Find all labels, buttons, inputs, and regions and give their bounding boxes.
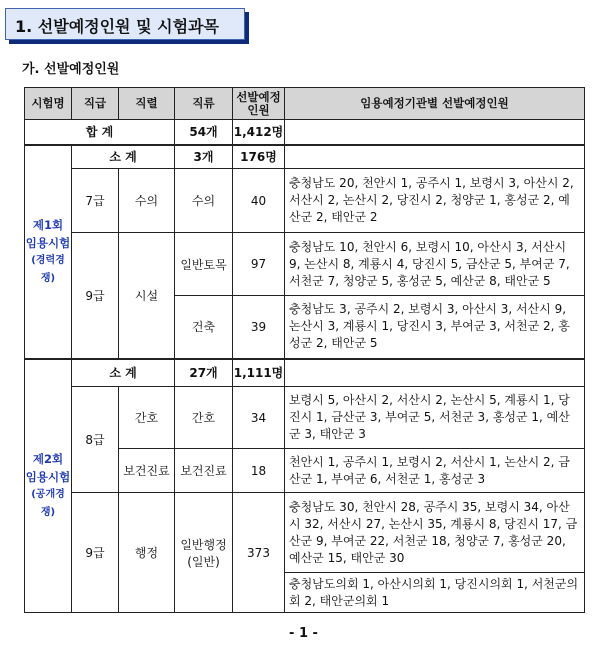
subsection-title: 가. 선발예정인원 xyxy=(22,62,120,77)
header-class: 직류 xyxy=(175,88,233,120)
exam2-subtotal-count: 1,111명 xyxy=(233,359,285,387)
table-row xyxy=(25,493,585,573)
orgs-cell: 충청남도 20, 천안시 1, 공주시 1, 보령시 3, 아산시 2, 서산시 2, 논산시 2, 당진시 2, 청양군 1, 홍성군 2, 예산군 2, 태안군 2 xyxy=(285,169,585,233)
series-cell: 간호 xyxy=(119,387,175,449)
series-cell: 보건진료 xyxy=(119,449,175,493)
grade-cell: 9급 xyxy=(72,493,119,613)
exam1-subtotal-label: 소 계 xyxy=(72,145,175,169)
orgs-cell: 충청남도 3, 공주시 2, 보령시 3, 아산시 3, 서산시 9, 논산시 3, 계룡시 1, 당진시 3, 부여군 3, 서천군 2, 홍성군 2, 태안군 5 xyxy=(285,296,585,359)
orgs-council-cell: 충청남도의회 1, 아산시의회 1, 당진시의회 1, 서천군의회 2, 태안군의회 1 xyxy=(285,573,585,613)
total-row xyxy=(25,120,585,145)
count-cell: 97 xyxy=(233,233,285,296)
series-cell: 시설 xyxy=(119,233,175,359)
exam2-subtotal-classes: 27개 xyxy=(175,359,233,387)
class-cell: 건축 xyxy=(175,296,233,359)
grade-cell: 9급 xyxy=(72,233,119,359)
table-header-row xyxy=(25,88,585,120)
class-cell: 보건진료 xyxy=(175,449,233,493)
header-orgs: 임용예정기관별 선발예정인원 xyxy=(285,88,585,120)
count-cell: 34 xyxy=(233,387,285,449)
class-cell: 수의 xyxy=(175,169,233,233)
count-cell: 39 xyxy=(233,296,285,359)
count-cell: 373 xyxy=(233,493,285,613)
table-row xyxy=(25,387,585,449)
grade-cell: 8급 xyxy=(72,387,119,493)
table-row xyxy=(25,233,585,296)
section-title-box xyxy=(5,8,245,40)
series-cell: 수의 xyxy=(119,169,175,233)
header-count: 선발예정인원 xyxy=(233,88,285,120)
exam2-subtotal-label: 소 계 xyxy=(72,359,175,387)
exam1-subtotal-orgs xyxy=(285,145,585,169)
total-classes: 54개 xyxy=(175,120,233,145)
total-count: 1,412명 xyxy=(233,120,285,145)
class-cell: 일반토목 xyxy=(175,233,233,296)
orgs-cell: 충청남도 30, 천안시 28, 공주시 35, 보령시 34, 아산시 32, 서산시 27, 논산시 35, 계룡시 8, 당진시 17, 금산군 9, 부여군 22, 서천군 18, 청양군 7, 홍성군 20, 예산군 15, 태안군 30 xyxy=(285,493,585,573)
class-cell: 간호 xyxy=(175,387,233,449)
exam2-subtotal-row xyxy=(25,359,585,387)
orgs-cell: 보령시 5, 아산시 2, 서산시 2, 논산시 5, 계룡시 1, 당진시 1, 금산군 3, 부여군 5, 서천군 3, 홍성군 1, 예산군 3, 태안군 3 xyxy=(285,387,585,449)
total-label: 합 계 xyxy=(25,120,175,145)
header-grade: 직급 xyxy=(72,88,119,120)
grade-cell: 7급 xyxy=(72,169,119,233)
exam1-subtotal-classes: 3개 xyxy=(175,145,233,169)
total-orgs xyxy=(285,120,585,145)
exam2-name: 제2회 임용시험 (공개경쟁) xyxy=(25,359,72,613)
exam1-subtotal-count: 176명 xyxy=(233,145,285,169)
page-number: - 1 - xyxy=(289,626,318,641)
count-cell: 18 xyxy=(233,449,285,493)
selection-quota-table xyxy=(24,87,585,613)
orgs-cell: 충청남도 10, 천안시 6, 보령시 10, 아산시 3, 서산시 9, 논산시 8, 계룡시 4, 당진시 5, 금산군 5, 부여군 7, 서천군 7, 청양군 5, 홍성군 5, 예산군 8, 태안군 5 xyxy=(285,233,585,296)
orgs-cell: 천안시 1, 공주시 1, 보령시 2, 서산시 1, 논산시 2, 금산군 1, 부여군 6, 서천군 1, 홍성군 3 xyxy=(285,449,585,493)
header-exam: 시험명 xyxy=(25,88,72,120)
exam1-subtotal-row xyxy=(25,145,585,169)
count-cell: 40 xyxy=(233,169,285,233)
class-cell: 일반행정 (일반) xyxy=(175,493,233,613)
exam1-name: 제1회 임용시험 (경력경쟁) xyxy=(25,145,72,359)
exam2-subtotal-orgs xyxy=(285,359,585,387)
table-row xyxy=(25,169,585,233)
series-cell: 행정 xyxy=(119,493,175,613)
section-title: 1. 선발예정인원 및 시험과목 xyxy=(15,17,219,36)
header-series: 직렬 xyxy=(119,88,175,120)
